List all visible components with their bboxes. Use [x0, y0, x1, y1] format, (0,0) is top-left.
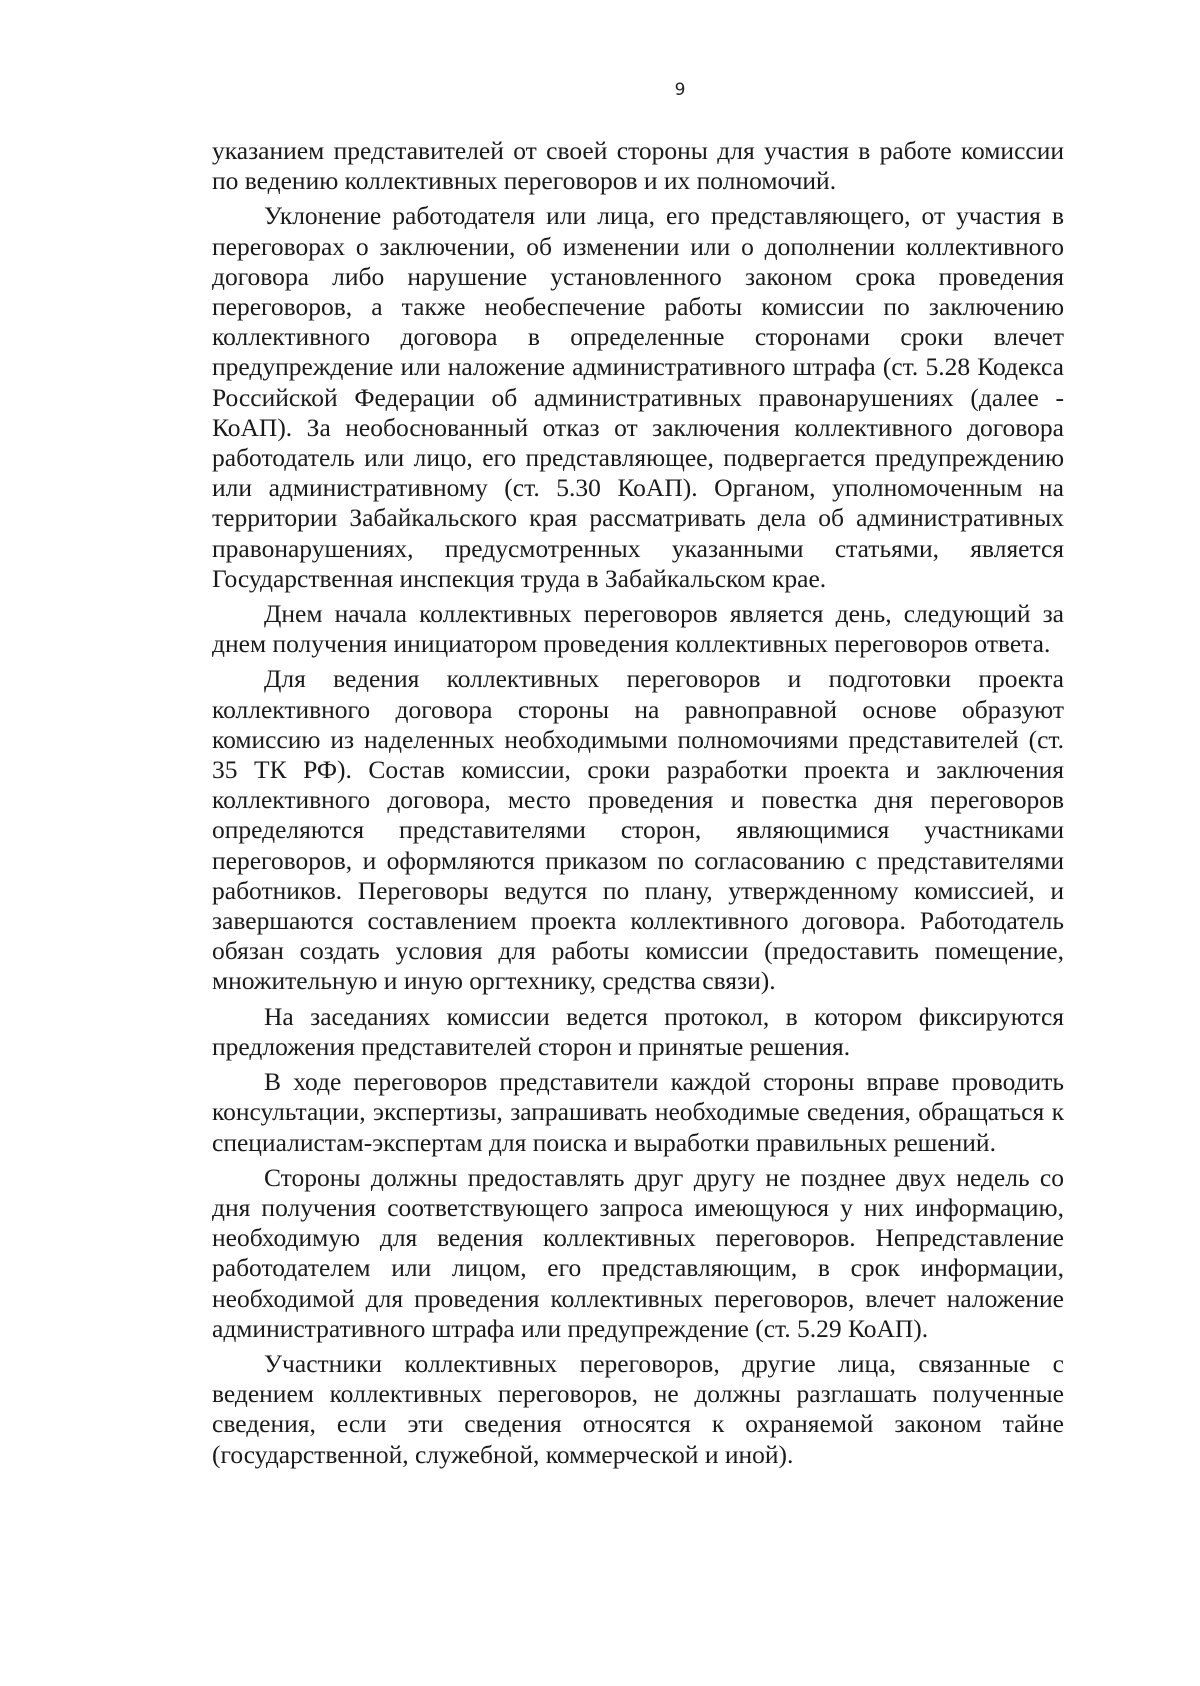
paragraph-consultations: В ходе переговоров представители каждой стороны вправе проводить консультации, экспертизы, запрашивать необходимые сведения, обращаться к специалистам-экспертам для поиска и выработки правильных решений.: [212, 1067, 1064, 1157]
paragraph-continuation: указанием представителей от своей стороны для участия в работе комиссии по ведению коллективных переговоров и их полномочий.: [212, 136, 1064, 196]
paragraph-evasion-liability: Уклонение работодателя или лица, его представляющего, от участия в переговорах о заключении, об изменении или о дополнении коллективного договора либо нарушение установленного законом срока проведения переговоров, а также необеспечение работы комиссии по заключению коллективного договора в определенные сторонами сроки влечет предупреждение или наложение административного штрафа (ст. 5.28 Кодекса Российской Федерации об административных правонарушениях (далее - КоАП). За необоснованный отказ от заключения коллективного договора работодатель или лицо, его представляющее, подвергается предупреждению или административному (ст. 5.30 КоАП). Органом, уполномоченным на территории Забайкальского края рассматривать дела об административных правонарушениях, предусмотренных указанными статьями, является Государственная инспекция труда в Забайкальском крае.: [212, 201, 1064, 593]
paragraph-information-exchange: Стороны должны предоставлять друг другу не позднее двух недель со дня получения соответствующего запроса имеющуюся у них информацию, необходимую для ведения коллективных переговоров. Непредставление работодателем или лицом, его представляющим, в срок информации, необходимой для проведения коллективных переговоров, влечет наложение административного штрафа или предупреждение (ст. 5.29 КоАП).: [212, 1162, 1064, 1343]
document-body: [212, 136, 1064, 1470]
paragraph-negotiation-start: Днем начала коллективных переговоров является день, следующий за днем получения инициатором проведения коллективных переговоров ответа.: [212, 599, 1064, 659]
paragraph-protocol: На заседаниях комиссии ведется протокол, в котором фиксируются предложения представителей сторон и принятые решения.: [212, 1001, 1064, 1061]
paragraph-confidentiality: Участники коллективных переговоров, другие лица, связанные с ведением коллективных переговоров, не должны разглашать полученные сведения, если эти сведения относятся к охраняемой законом тайне (государственной, служебной, коммерческой и иной).: [212, 1348, 1064, 1469]
paragraph-commission: Для ведения коллективных переговоров и подготовки проекта коллективного договора стороны на равноправной основе образуют комиссию из наделенных необходимыми полномочиями представителей (ст. 35 ТК РФ). Состав комиссии, сроки разработки проекта и заключения коллективного договора, место проведения и повестка дня переговоров определяются представителями сторон, являющимися участниками переговоров, и оформляются приказом по согласованию с представителями работников. Переговоры ведутся по плану, утвержденному комиссией, и завершаются составлением проекта коллективного договора. Работодатель обязан создать условия для работы комиссии (предоставить помещение, множительную и иную оргтехнику, средства связи).: [212, 664, 1064, 996]
page-number: 9: [674, 80, 686, 100]
